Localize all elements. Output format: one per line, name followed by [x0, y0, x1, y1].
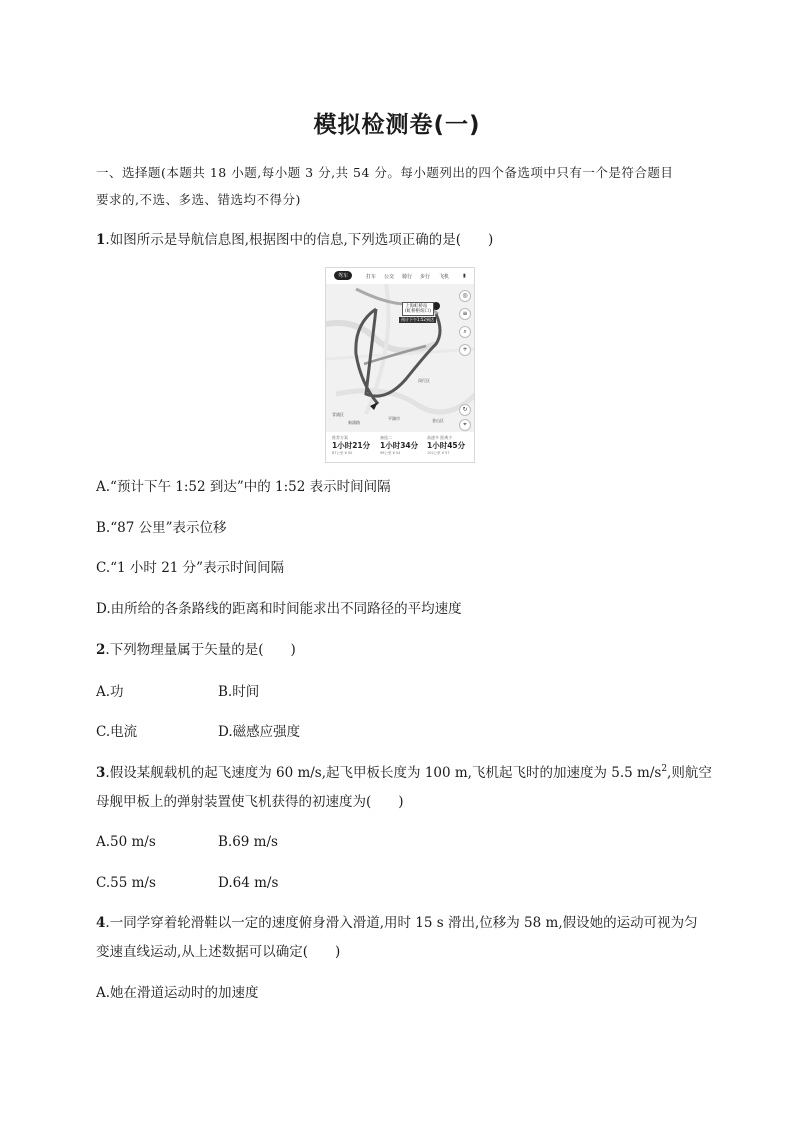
page-title: 模拟检测卷(一): [313, 112, 481, 138]
question-1-stem: [96, 232, 493, 248]
question-4-number: 4: [96, 915, 106, 931]
route-option-time: 1小时34分: [380, 441, 419, 450]
question-2-text: .下列物理量属于矢量的是( ): [105, 642, 296, 658]
question-3-option-b: B.69 m/s: [218, 834, 278, 850]
question-1-text: .如图所示是导航信息图,根据图中的信息,下列选项正确的是( ): [105, 232, 494, 248]
destination-subname: (虹桥枢纽口): [405, 309, 432, 314]
map-traffic-icon[interactable]: ≡: [459, 308, 471, 320]
map-search-icon[interactable]: ⌕: [459, 326, 471, 338]
map-destination-label: [402, 302, 434, 316]
question-1-number: 1: [96, 232, 106, 248]
map-label-minhang: 闵行区: [418, 378, 430, 383]
destination-name: 上海虹桥站: [405, 304, 428, 309]
map-label-jinshan: 金山区: [432, 418, 444, 423]
question-3-text: .假设某舰载机的起飞速度为 60 m/s,起飞甲板长度为 100 m,飞机起飞时的加速度为 5.5 m/s: [105, 765, 662, 781]
route-option-2[interactable]: [380, 435, 426, 456]
question-1-option-d: D.由所给的各条路线的距离和时间能求出不同路径的平均速度: [96, 601, 462, 617]
question-2-stem: [96, 642, 296, 658]
question-3-number: 3: [96, 765, 106, 781]
map-tab-bus: 公交: [384, 274, 395, 280]
question-1-option-c: C.“1 小时 21 分”表示时间间隔: [96, 560, 285, 576]
question-1-option-a: A.“预计下午 1:52 到达”中的 1:52 表示时间间隔: [96, 479, 391, 495]
question-4-stem-line2: 变速直线运动,从上述数据可以确定( ): [96, 944, 341, 960]
section-instructions-line2: 要求的,不选、多选、错选均不得分): [96, 192, 301, 207]
route-option-info: 102公里 ¥ 57: [427, 451, 450, 455]
map-tab-bike: 骑行: [402, 274, 413, 280]
map-tab-taxi: 打车: [366, 274, 377, 280]
map-menu-icon: ▮: [463, 273, 466, 279]
map-label-pinghu: 平湖市: [388, 416, 400, 421]
route-option-3[interactable]: [427, 435, 473, 456]
question-4-stem-line1: [96, 915, 698, 931]
map-tab-plane: 飞机: [439, 274, 450, 280]
question-3-option-c: C.55 m/s: [96, 875, 156, 891]
map-layers-icon[interactable]: ◎: [459, 290, 471, 302]
question-3-superscript: 2: [661, 764, 668, 774]
question-2-option-d: D.磁感应强度: [218, 724, 301, 740]
question-2-number: 2: [96, 642, 106, 658]
question-2-option-a: A.功: [96, 684, 124, 700]
route-option-tag: 备选二: [380, 435, 392, 440]
map-road-1: [326, 323, 436, 350]
route-option-time: 1小时21分: [332, 441, 371, 450]
section-instructions-line1: 一、选择题(本题共 18 小题,每小题 3 分,共 54 分。每小题列出的四个备选项中只有一个是符合题目: [96, 165, 674, 180]
map-route-options: [326, 432, 474, 462]
route-option-info: 87公里 ¥ 50: [332, 451, 353, 455]
map-refresh-icon[interactable]: ↻: [459, 404, 471, 416]
question-3-option-a: A.50 m/s: [96, 834, 156, 850]
map-road-2: [336, 391, 475, 412]
route-option-time: 1小时45分: [427, 441, 466, 450]
question-4-text: .一同学穿着轮滑鞋以一定的速度俯身滑入滑道,用时 15 s 滑出,位移为 58 m,假设她的运动可视为匀: [105, 915, 698, 931]
navigation-map-figure: [325, 267, 475, 463]
route-option-1[interactable]: [332, 435, 378, 456]
map-transport-tabs: [326, 268, 474, 284]
map-label-road: 新浦路: [348, 420, 360, 425]
question-2-option-b: B.时间: [218, 684, 260, 700]
route-option-tag: 高速多 距离少: [427, 435, 453, 440]
map-route-graphic: [326, 284, 475, 434]
question-4-option-a: A.她在滑道运动时的加速度: [96, 985, 259, 1001]
map-tab-walk: 步行: [420, 274, 431, 280]
map-zoom-icon[interactable]: +: [459, 344, 471, 356]
route-option-info: 96公里 ¥ 54: [380, 451, 401, 455]
map-locate-icon[interactable]: ⌖: [459, 419, 471, 431]
question-3-stem-line2: 母舰甲板上的弹射装置使飞机获得的初速度为( ): [96, 794, 404, 810]
question-3-stem-line1: [96, 765, 712, 781]
route-option-tag: 推荐方案: [332, 435, 348, 440]
question-3-text-tail: ,则航空: [667, 765, 712, 781]
question-1-option-b: B.“87 公里”表示位移: [96, 520, 227, 536]
map-tab-drive: 驾车: [334, 271, 352, 280]
question-3-option-d: D.64 m/s: [218, 875, 279, 891]
question-2-option-c: C.电流: [96, 724, 138, 740]
map-eta-label: 预计下午1:52到达: [401, 317, 434, 322]
map-label-qingpu: 青浦区: [332, 412, 344, 417]
